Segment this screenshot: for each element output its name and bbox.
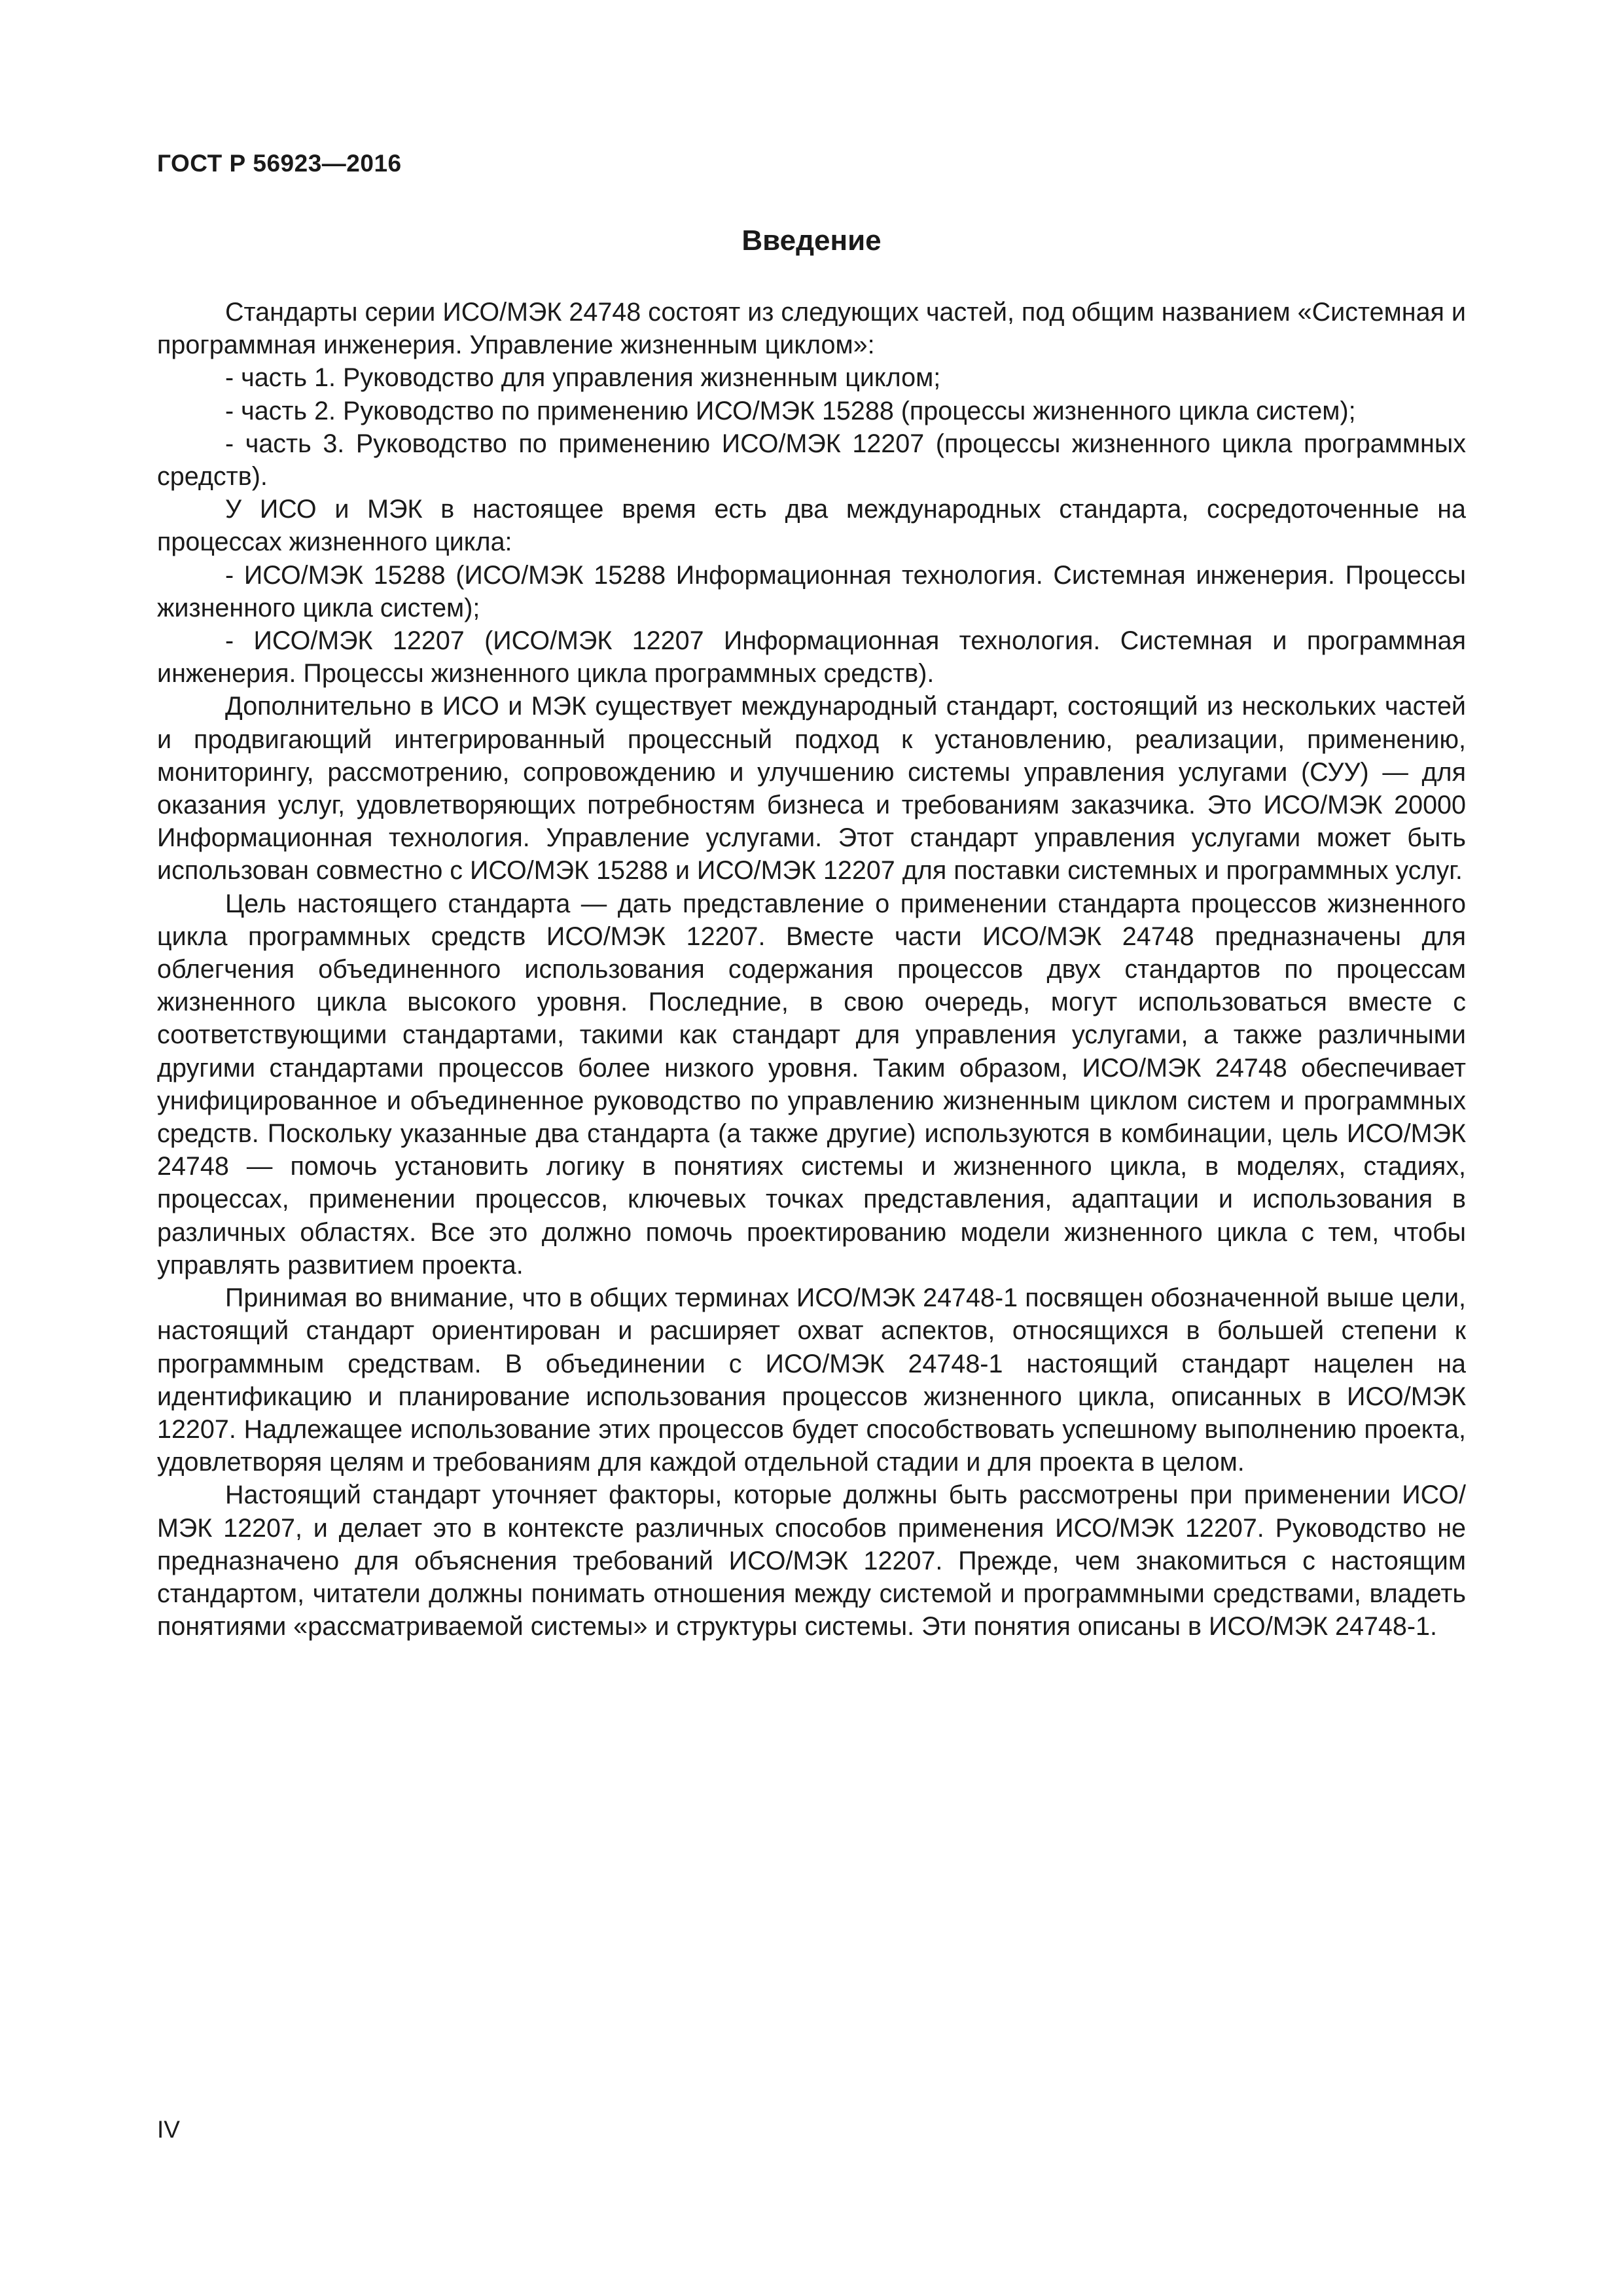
list-item-part-3: - часть 3. Руководство по применению ИСО/МЭК 12207 (процессы жизненного цикла программных средств).: [157, 429, 1466, 492]
paragraph-iso-20000: Дополнительно в ИСО и МЭК существует международный стандарт, состоящий из нескольких частей и продвигающий интегрированный процессный подход к установлению, реализации, применению, мониторингу, рассмотрению, сопровождению и улучшению системы управления услугами (СУУ) — для оказания услуг, удовлетворяющих потребностям бизнеса и требованиям заказчика. Это ИСО/МЭК 20000 Информационная технология. Управление услугами. Этот стандарт управления услугами может быть использован совместно с ИСО/МЭК 15288 и ИСО/МЭК 12207 для поставки системных и программных услуг.: [157, 692, 1466, 886]
paragraph-intro: Стандарты серии ИСО/МЭК 24748 состоят из следующих частей, под общим названием «Системная и программная инженерия. Управление жизненным циклом»:: [157, 298, 1466, 360]
paragraph-iso-iec-standards: У ИСО и МЭК в настоящее время есть два международных стандарта, сосредоточенные на процессах жизненного цикла:: [157, 495, 1466, 557]
document-header: ГОСТ Р 56923—2016: [157, 150, 402, 177]
body-text: [157, 296, 1466, 1643]
list-item-part-2: - часть 2. Руководство по применению ИСО/МЭК 15288 (процессы жизненного цикла систем);: [225, 396, 1356, 425]
paragraph-scope: Принимая во внимание, что в общих терминах ИСО/МЭК 24748-1 посвящен обозначенной выше цели, настоящий стандарт ориентирован и расширяет охват аспектов, относящихся в большей степени к программным средствам. В объединении с ИСО/МЭК 24748-1 настоящий стандарт нацелен на идентификацию и планирование использования процессов жизненного цикла, описанных в ИСО/МЭК 12207. Надлежащее использование этих процессов будет способствовать успешному выполнению проекта, удовлетворяя целям и требованиям для каждой отдельной стадии и для проекта в целом.: [157, 1283, 1466, 1477]
page-number: IV: [157, 2116, 180, 2143]
section-title: Введение: [741, 224, 882, 257]
paragraph-purpose: Цель настоящего стандарта — дать представление о применении стандарта процессов жизненного цикла программных средств ИСО/МЭК 12207. Вместе части ИСО/МЭК 24748 предназначены для облегчения объединенного использования содержания процессов двух стандартов по процессам жизненного цикла высокого уровня. Последние, в свою очередь, могут использоваться вместе с соответствующими стандартами, такими как стандарт для управления услугами, а также различными другими стандартами процессов более низкого уровня. Таким образом, ИСО/МЭК 24748 обеспечивает унифицированное и объединенное руководство по управлению жизненным циклом систем и программных средств. Поскольку указанные два стандарта (а также другие) используются в комбинации, цель ИСО/МЭК 24748 — помочь установить логику в понятиях системы и жизненного цикла, в моделях, стадиях, процессах, применении процессов, ключевых точках представления, адаптации и использования в различных областях. Все это должно помочь проектированию модели жизненного цикла с тем, чтобы управлять развитием проекта.: [157, 889, 1466, 1280]
paragraph-factors: Настоящий стандарт уточняет факторы, которые должны быть рассмотрены при применении ИСО/МЭК 12207, и делает это в контексте различных способов применения ИСО/МЭК 12207. Руководство не предназначено для объяснения требований ИСО/МЭК 12207. Прежде, чем знакомиться с настоящим стандартом, читатели должны понимать отношения между системой и программными средствами, владеть понятиями «рассматриваемой системы» и структуры системы. Эти понятия описаны в ИСО/МЭК 24748-1.: [157, 1480, 1466, 1641]
list-item-iso-15288: - ИСО/МЭК 15288 (ИСО/МЭК 15288 Информационная технология. Системная инженерия. Процессы жизненного цикла систем);: [157, 560, 1466, 622]
list-item-part-1: - часть 1. Руководство для управления жизненным циклом;: [225, 363, 941, 393]
list-item-iso-12207: - ИСО/МЭК 12207 (ИСО/МЭК 12207 Информационная технология. Системная и программная инженерия. Процессы жизненного цикла программных средств).: [157, 626, 1466, 689]
